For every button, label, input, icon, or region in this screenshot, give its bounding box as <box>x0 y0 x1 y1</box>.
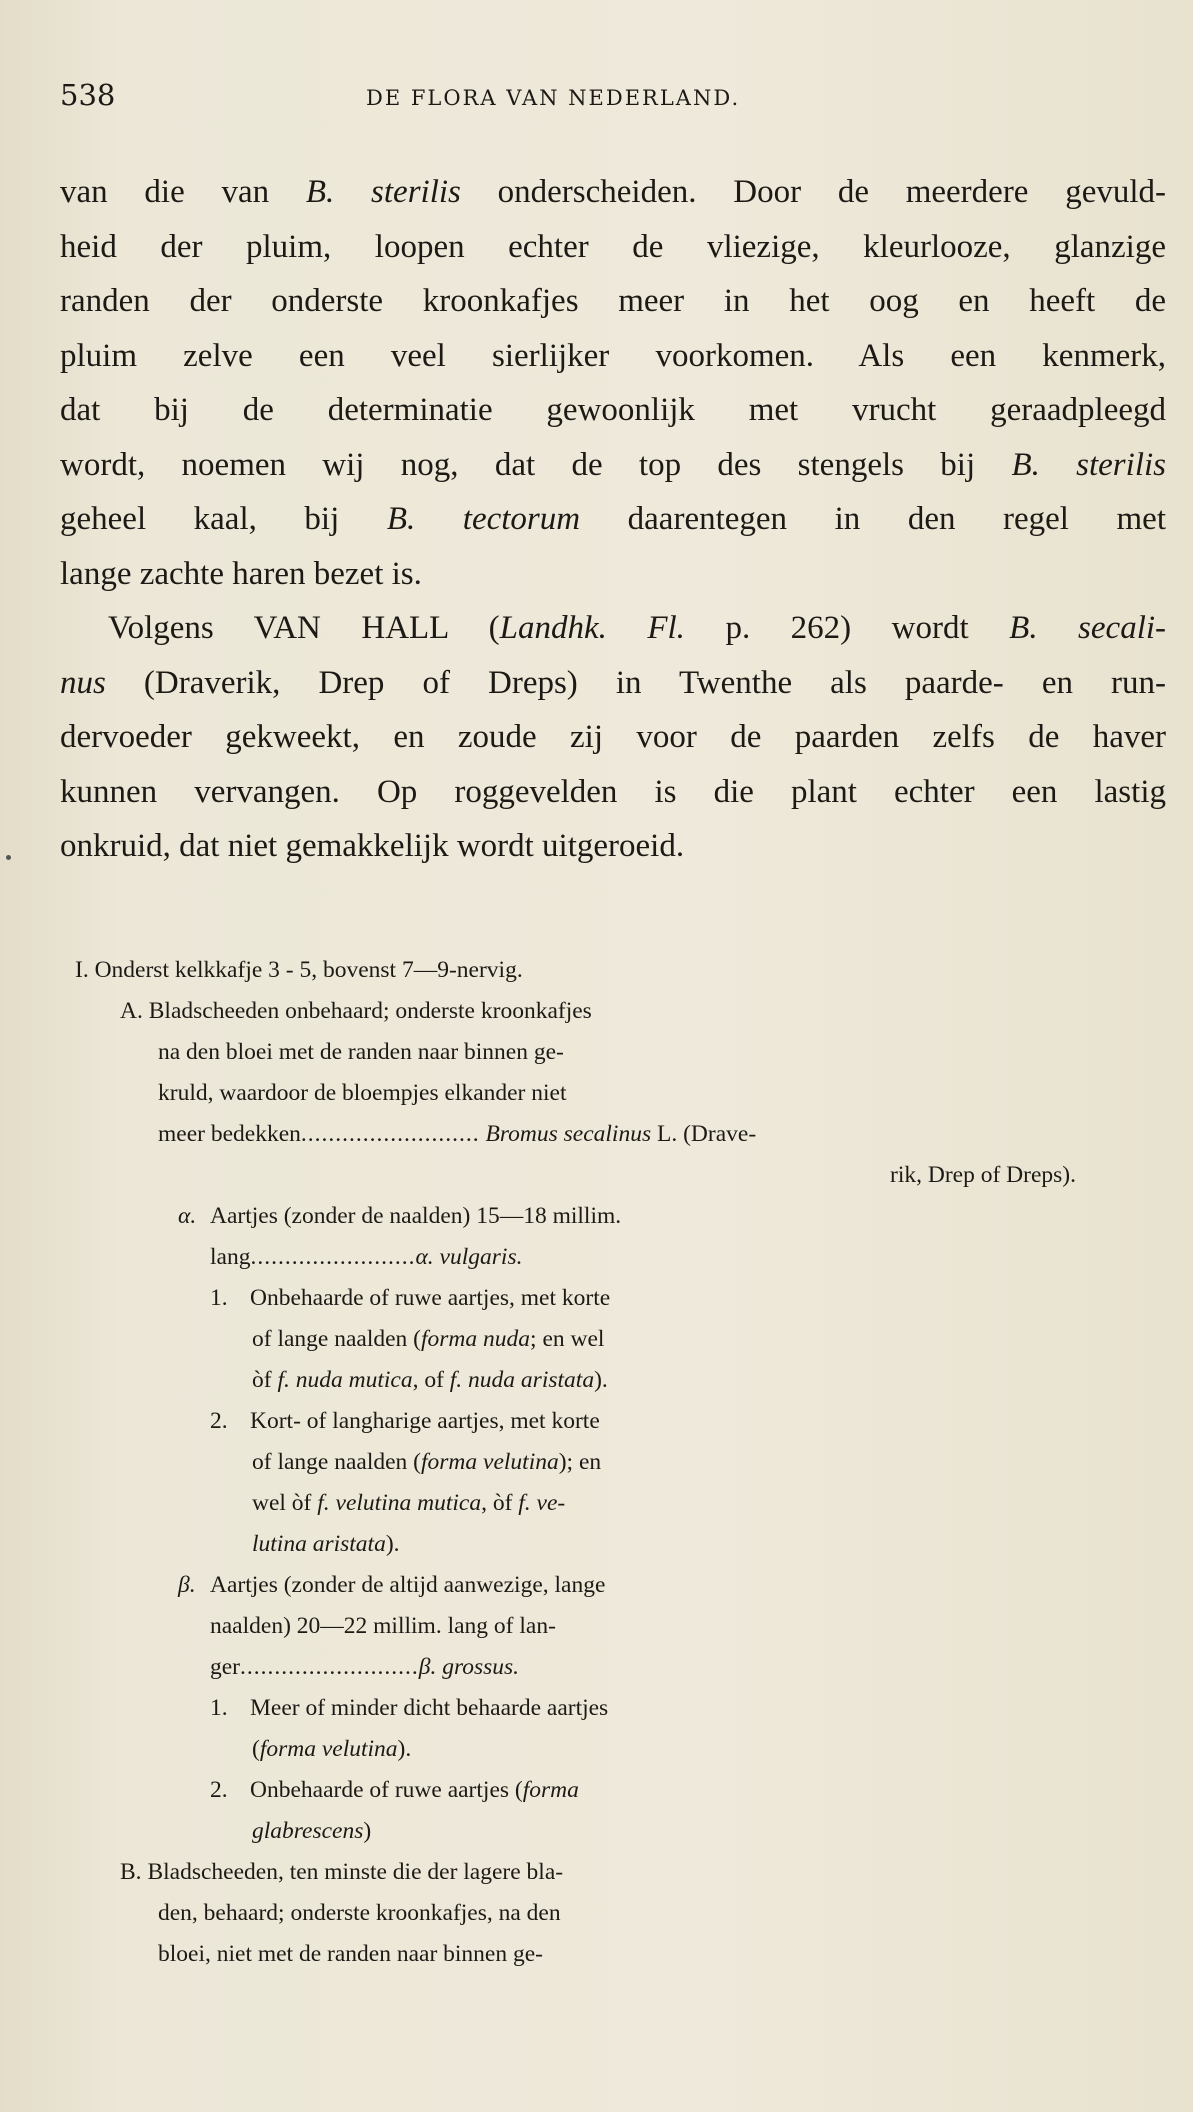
key-item: A. Bladscheeden onbehaard; onderste kroonkafjes <box>120 998 592 1024</box>
key-item: B. Bladscheeden, ten minste die der lagere bla- <box>120 1859 564 1885</box>
running-title: DE FLORA VAN NEDERLAND. <box>366 86 741 110</box>
key-item: naalden) 20—22 millim. lang of lan- <box>210 1613 556 1639</box>
key-item: I. Onderst kelkkafje 3 - 5, bovenst 7—9-nervig. <box>75 957 523 983</box>
ink-spot <box>6 855 11 860</box>
key-item: lutina aristata). <box>252 1531 400 1557</box>
key-item: of lange naalden (forma nuda; en wel <box>252 1326 605 1352</box>
text-line: Volgens VAN HALL (Landhk. Fl. p. 262) wordt B. secali- <box>108 610 1167 646</box>
key-item: of lange naalden (forma velutina); en <box>252 1449 602 1475</box>
key-item: ger..........................β. grossus. <box>210 1654 520 1680</box>
key-item: lang........................α. vulgaris. <box>210 1244 523 1270</box>
text-line: dervoeder gekweekt, en zoude zij voor de paarden zelfs de haver <box>60 719 1166 755</box>
text-line: van die van B. sterilis onderscheiden. Door de meerdere gevuld- <box>60 174 1167 210</box>
page-number: 538 <box>60 78 116 112</box>
key-item: rik, Drep of Dreps). <box>890 1162 1076 1188</box>
identification-key <box>60 950 1076 1975</box>
text-line: onkruid, dat niet gemakkelijk wordt uitgeroeid. <box>60 828 685 864</box>
key-item: wel òf f. velutina mutica, òf f. ve- <box>252 1490 566 1516</box>
key-item: 2. Kort- of langharige aartjes, met korte <box>210 1408 600 1434</box>
body-text <box>60 165 1166 874</box>
key-item: bloei, niet met de randen naar binnen ge- <box>158 1941 543 1967</box>
text-line: heid der pluim, loopen echter de vliezige, kleurlooze, glanzige <box>60 228 1166 265</box>
key-item: (forma velutina). <box>252 1736 412 1762</box>
key-item: meer bedekken.......................... Bromus secalinus L. (Drave- <box>158 1121 757 1147</box>
text-line: randen der onderste kroonkafjes meer in het oog en heeft de <box>60 283 1166 319</box>
key-item: 1. Onbehaarde of ruwe aartjes, met korte <box>210 1285 611 1311</box>
text-line: kunnen vervangen. Op roggevelden is die plant echter een lastig <box>60 773 1166 810</box>
text-line: geheel kaal, bij B. tectorum daarentegen in den regel met <box>60 501 1167 537</box>
key-item: α. Aartjes (zonder de naalden) 15—18 millim. <box>178 1203 622 1229</box>
text-line: nus (Draverik, Drep of Dreps) in Twenthe als paarde- en run- <box>60 664 1166 701</box>
text-line: wordt, noemen wij nog, dat de top des stengels bij B. sterilis <box>60 446 1166 483</box>
key-item: òf f. nuda mutica, of f. nuda aristata). <box>252 1367 608 1393</box>
key-item: na den bloei met de randen naar binnen ge- <box>158 1039 564 1065</box>
page-header <box>60 78 860 118</box>
text-line: pluim zelve een veel sierlijker voorkomen. Als een kenmerk, <box>60 337 1166 374</box>
key-item: den, behaard; onderste kroonkafjes, na den <box>158 1900 561 1926</box>
key-item: glabrescens) <box>252 1818 372 1844</box>
key-item: 2. Onbehaarde of ruwe aartjes (forma <box>210 1777 579 1803</box>
text-line: dat bij de determinatie gewoonlijk met vrucht geraadpleegd <box>60 392 1166 428</box>
key-item: 1. Meer of minder dicht behaarde aartjes <box>210 1695 609 1721</box>
key-item: β. Aartjes (zonder de altijd aanwezige, lange <box>178 1572 606 1598</box>
text-line: lange zachte haren bezet is. <box>60 555 422 592</box>
key-item: kruld, waardoor de bloempjes elkander niet <box>158 1080 567 1106</box>
